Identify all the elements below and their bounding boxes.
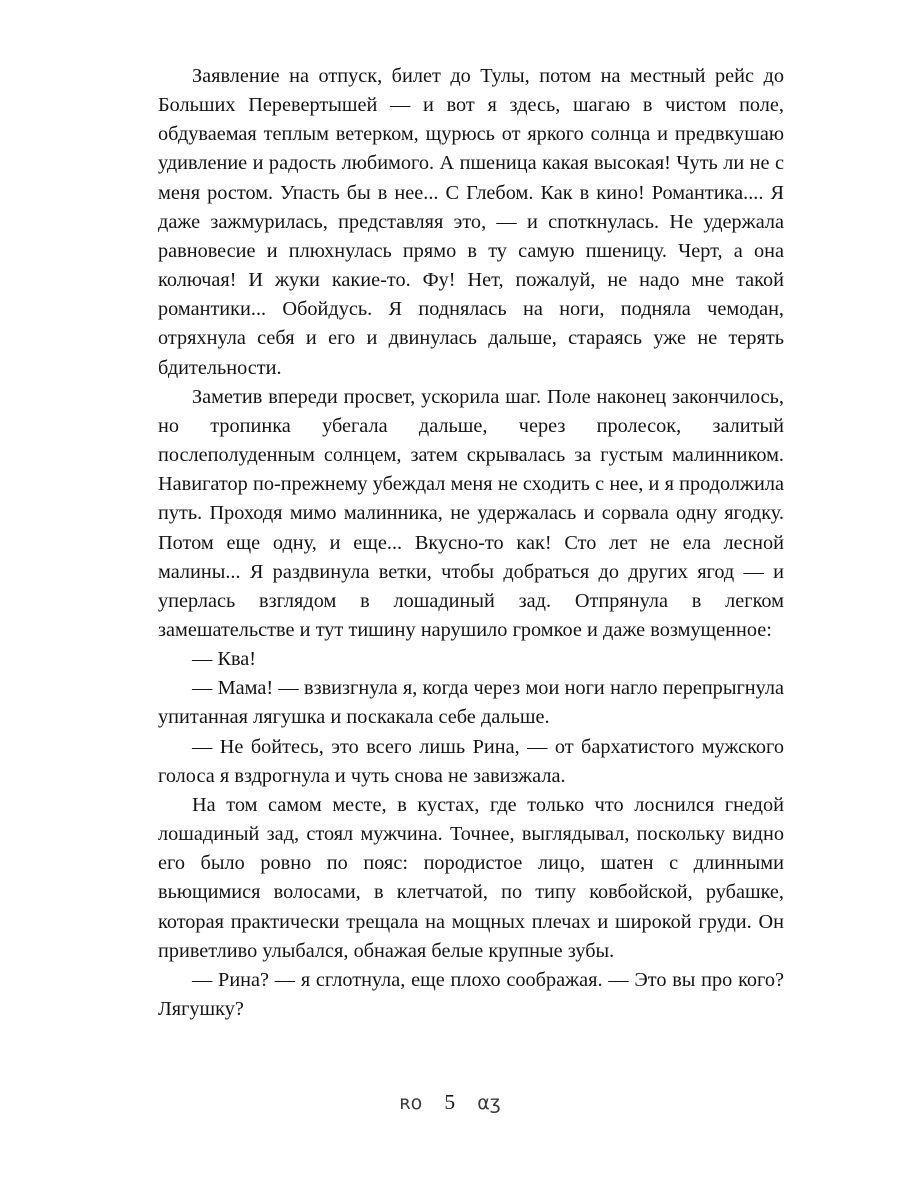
paragraph: На том самом месте, в кустах, где только что лоснился гнедой лошадиный зад, стоял мужчина. Точнее, выглядывал, поскольку видно его было ровно по пояс: породистое лицо, шатен с длинными вьющимися волосами, в клетчатой, по типу ковбойской, рубашке, которая практически трещала на мощных плечах и широкой груди. Он приветливо улыбался, обнажая белые крупные зубы. (158, 793, 784, 962)
page-footer (0, 1092, 900, 1114)
aldus-leaf-left-ornament: ʀο (399, 1092, 423, 1115)
paragraph: — Не бойтесь, это всего лишь Рина, — от бархатистого мужского голоса я вздрогнула и чуть снова не завизжала. (158, 735, 784, 787)
paragraph: Заявление на отпуск, билет до Тулы, потом на местный рейс до Больших Перевертышей — и вот я здесь, шагаю в чистом поле, обдуваемая теплым ветерком, щурюсь от яркого солнца и предвкушаю удивление и радость любимого. А пшеница какая высокая! Чуть ли не с меня ростом. Упасть бы в нее... С Глебом. Как в кино! Романтика.... Я даже зажмурилась, представляя это, — и споткнулась. Не удержала равновесие и плюхнулась прямо в ту самую пшеницу. Черт, а она колючая! И жуки какие-то. Фу! Нет, пожалуй, не надо мне такой романтики... Обойдусь. Я поднялась на ноги, подняла чемодан, отряхнула себя и его и двинулась дальше, стараясь уже не терять бдительности. (158, 65, 784, 379)
paragraph: — Ква! (192, 648, 257, 671)
page-number: 5 (444, 1090, 456, 1114)
paragraph: — Рина? — я сглотнула, еще плохо соображая. — Это вы про кого? Лягушку? (158, 968, 784, 1020)
page-text-block (158, 62, 784, 1024)
paragraph: Заметив впереди просвет, ускорила шаг. Поле наконец закончилось, но тропинка убегала дальше, через пролесок, залитый послеполуденным солнцем, затем скрывалась за густым малинником. Навигатор по-прежнему убеждал меня не сходить с нее, и я продолжила путь. Проходя мимо малинника, не удержалась и сорвала одну ягодку. Потом еще одну, и еще... Вкусно-то как! Сто лет не ела лесной малины... Я раздвинула ветки, чтобы добраться до других ягод — и уперлась взглядом в лошадиный зад. Отпрянула в легком замешательстве и тут тишину нарушило громкое и даже возмущенное: (158, 385, 784, 641)
aldus-leaf-right-ornament: αʒ (477, 1092, 501, 1115)
paragraph: — Мама! — взвизгнула я, когда через мои ноги нагло перепрыгнула упитанная лягушка и поскакала себе дальше. (158, 677, 784, 729)
